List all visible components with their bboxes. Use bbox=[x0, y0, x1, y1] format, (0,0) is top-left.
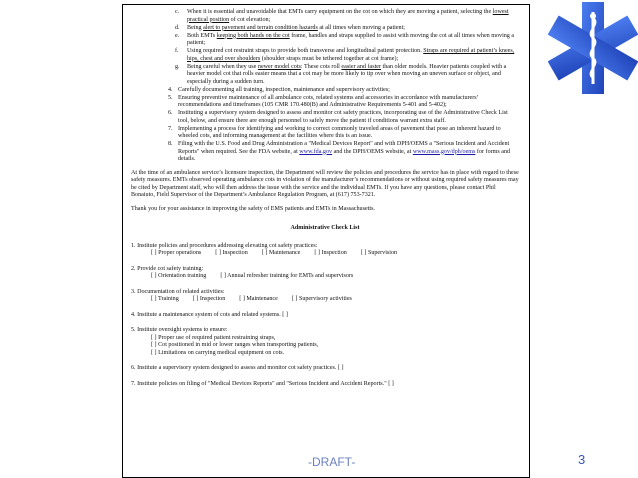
item-text: easier and faster bbox=[341, 63, 381, 70]
item-text: frame, handles and straps supplied to assist with moving the cot at all times when moving a patient; bbox=[187, 32, 515, 46]
checklist-option: [ ] Supervisory activities bbox=[291, 296, 352, 302]
checklist-item bbox=[131, 266, 519, 281]
star-of-life-icon bbox=[548, 0, 638, 100]
checklist-option: [ ] Maintenance bbox=[261, 250, 301, 256]
checklist-option: [ ] Proper use of required patient restraining straps, bbox=[151, 334, 276, 341]
numbered-item-label: 5. bbox=[168, 94, 173, 101]
checklist-title: Administrative Check List bbox=[290, 225, 360, 231]
sub-item bbox=[131, 33, 519, 48]
sub-item-label: f. bbox=[175, 48, 179, 54]
item-text: lowest practical position bbox=[187, 9, 509, 23]
checklist-item bbox=[131, 312, 519, 320]
document-page bbox=[122, 4, 530, 478]
checklist-item bbox=[131, 327, 519, 357]
checklist-item bbox=[131, 365, 519, 373]
checklist-option: [ ] Proper operations bbox=[151, 250, 202, 256]
item-text: Implementing a process for identifying and working to correct commonly traveled areas of pavement that pose an inherent hazard to wheeled cots, and informing management at the facilities where this is an issue. bbox=[178, 125, 501, 139]
sub-item bbox=[131, 25, 519, 33]
numbered-item-label: 4. bbox=[168, 86, 173, 93]
sub-item-label: d. bbox=[175, 24, 180, 31]
numbered-item-list bbox=[131, 87, 519, 164]
item-text: Carefully documenting all training, inspection, maintenance and supervisory activities; bbox=[178, 86, 390, 93]
sub-item bbox=[131, 64, 519, 87]
item-text: and the DPH/OEMS website, at bbox=[332, 148, 413, 155]
item-text: : These cots roll bbox=[300, 63, 342, 70]
checklist-option: [ ] Maintenance bbox=[239, 296, 278, 302]
item-text: (shoulder straps must be tethered together at cot frame); bbox=[260, 55, 399, 62]
checklist bbox=[131, 243, 519, 389]
sub-item bbox=[131, 9, 519, 24]
item-text: keeping both hands on the cot bbox=[216, 32, 290, 39]
checklist-option: [ ] Inspection bbox=[314, 250, 347, 256]
item-text: Being bbox=[187, 24, 204, 31]
item-text: Instituting a supervisory system designed to assess and monitor cot safety practices, incorporating use of the Administrative Check List tool, below, and ensure there are enough personnel to safely move the patient if conditions warrant extra staff. bbox=[178, 110, 508, 124]
checklist-item bbox=[131, 289, 519, 304]
checklist-item-heading: 7. Institute policies on filing of "Medical Devices Reports" and "Serious Incident and Accident Reports." [ ] bbox=[131, 380, 394, 387]
item-text: Both EMTs bbox=[187, 32, 217, 39]
checklist-item-heading: 3. Documentation of related activities: bbox=[131, 288, 225, 295]
item-text: of cot elevation; bbox=[229, 16, 271, 23]
checklist-option: [ ] Inspection bbox=[192, 296, 226, 302]
item-text: Being careful when they use bbox=[187, 63, 258, 70]
item-text: Filing with the U.S. Food and Drug Administration a "Medical Devices Report" and with DPH/OEMS a "Serious Incident and Accident Reports" when required. See the FDA website, at bbox=[178, 141, 510, 155]
checklist-item-heading: 5. Institute oversight systems to ensure: bbox=[131, 327, 228, 333]
item-text: at all times when moving a patient; bbox=[317, 24, 405, 31]
item-text: than older models. Heavier patients coupled with a heavier model cot that rolls easier means that a cot may be more likely to tip over when moving an uneven surface or object, and especially during a sudden turn. bbox=[187, 63, 507, 85]
sub-item-label: g. bbox=[175, 63, 180, 70]
link-text[interactable]: www.mass.gov/dph/oems bbox=[412, 148, 476, 155]
checklist-option: [ ] Limitations on carrying medical equipment on cots. bbox=[151, 349, 285, 356]
sub-item-label: c. bbox=[175, 9, 180, 15]
numbered-item bbox=[131, 95, 519, 110]
checklist-option: [ ] Annual refresher training for EMTs and supervisors bbox=[220, 273, 354, 279]
checklist-option: [ ] Inspection bbox=[215, 250, 248, 256]
numbered-item-label: 6. bbox=[168, 110, 173, 116]
numbered-item-label: 8. bbox=[168, 141, 173, 147]
draft-label: -DRAFT- bbox=[308, 455, 356, 469]
checklist-item bbox=[131, 381, 519, 389]
item-text: newer model cots bbox=[257, 63, 301, 70]
item-text: Ensuring preventive maintenance of all ambulance cots, related systems and accessories in accordance with manufacturers’ recommendations and timeframes (105 CMR 170.480(B) and Administrative Requirements 5-401 and 5-402); bbox=[178, 94, 479, 108]
checklist-item bbox=[131, 243, 519, 258]
sub-item bbox=[131, 48, 519, 63]
link-text[interactable]: www.fda.gov bbox=[299, 148, 333, 155]
paragraph-thanks: Thank you for your assistance in improving the safety of EMS patients and EMTs in Massachusetts. bbox=[131, 205, 375, 212]
checklist-option: [ ] Supervision bbox=[360, 250, 398, 256]
item-text: Using required cot restraint straps to provide both transverse and longitudinal patient protection. bbox=[187, 48, 424, 54]
checklist-option: [ ] Training bbox=[151, 296, 179, 302]
paragraph-inspection: At the time of an ambulance service’s licensure inspection, the Department will review the policies and procedures the service has in place with regard to these safety measures. EMTs observed operating ambulance cots in violation of the manufacturer’s recommendations or without using required safety measures may be cited by Department staff, who will then address the issue with the service and the individual EMTs. If you have any questions, please contact Phil Bonaiuto, Field Supervisor of the Department’s Ambulance Regulation Program, at (617) 753-7321. bbox=[131, 169, 519, 198]
item-text: alert to pavement and terrain condition hazards bbox=[203, 24, 318, 31]
numbered-item bbox=[131, 110, 519, 125]
sub-item-label: e. bbox=[175, 32, 180, 39]
numbered-item bbox=[131, 141, 519, 164]
checklist-item-heading: 4. Institute a maintenance system of cots and related systems. [ ] bbox=[131, 311, 288, 318]
checklist-item-heading: 6. Institute a supervisory system designed to assess and monitor cot safety practices. [ ] bbox=[131, 365, 344, 371]
item-text: Straps are required at patient’s knees, hips, chest and over shoulders bbox=[187, 48, 515, 62]
numbered-item-label: 7. bbox=[168, 125, 173, 132]
item-text: for forms and details. bbox=[178, 148, 511, 162]
sub-item-list bbox=[131, 9, 519, 86]
checklist-option: [ ] Cot positioned in mid or lower ranges when transporting patients, bbox=[151, 342, 319, 348]
checklist-item-heading: 2. Provide cot safety training: bbox=[131, 265, 204, 272]
item-text: When it is essential and unavoidable that EMTs carry equipment on the cot on which they are moving a patient, selecting the bbox=[187, 9, 493, 15]
page-number: 3 bbox=[578, 452, 586, 467]
numbered-item bbox=[131, 126, 519, 141]
checklist-item-heading: 1. Institute policies and procedures addressing elevating cot safety practices: bbox=[131, 242, 318, 249]
numbered-item bbox=[131, 87, 519, 95]
checklist-option: [ ] Orientation training bbox=[151, 273, 207, 279]
